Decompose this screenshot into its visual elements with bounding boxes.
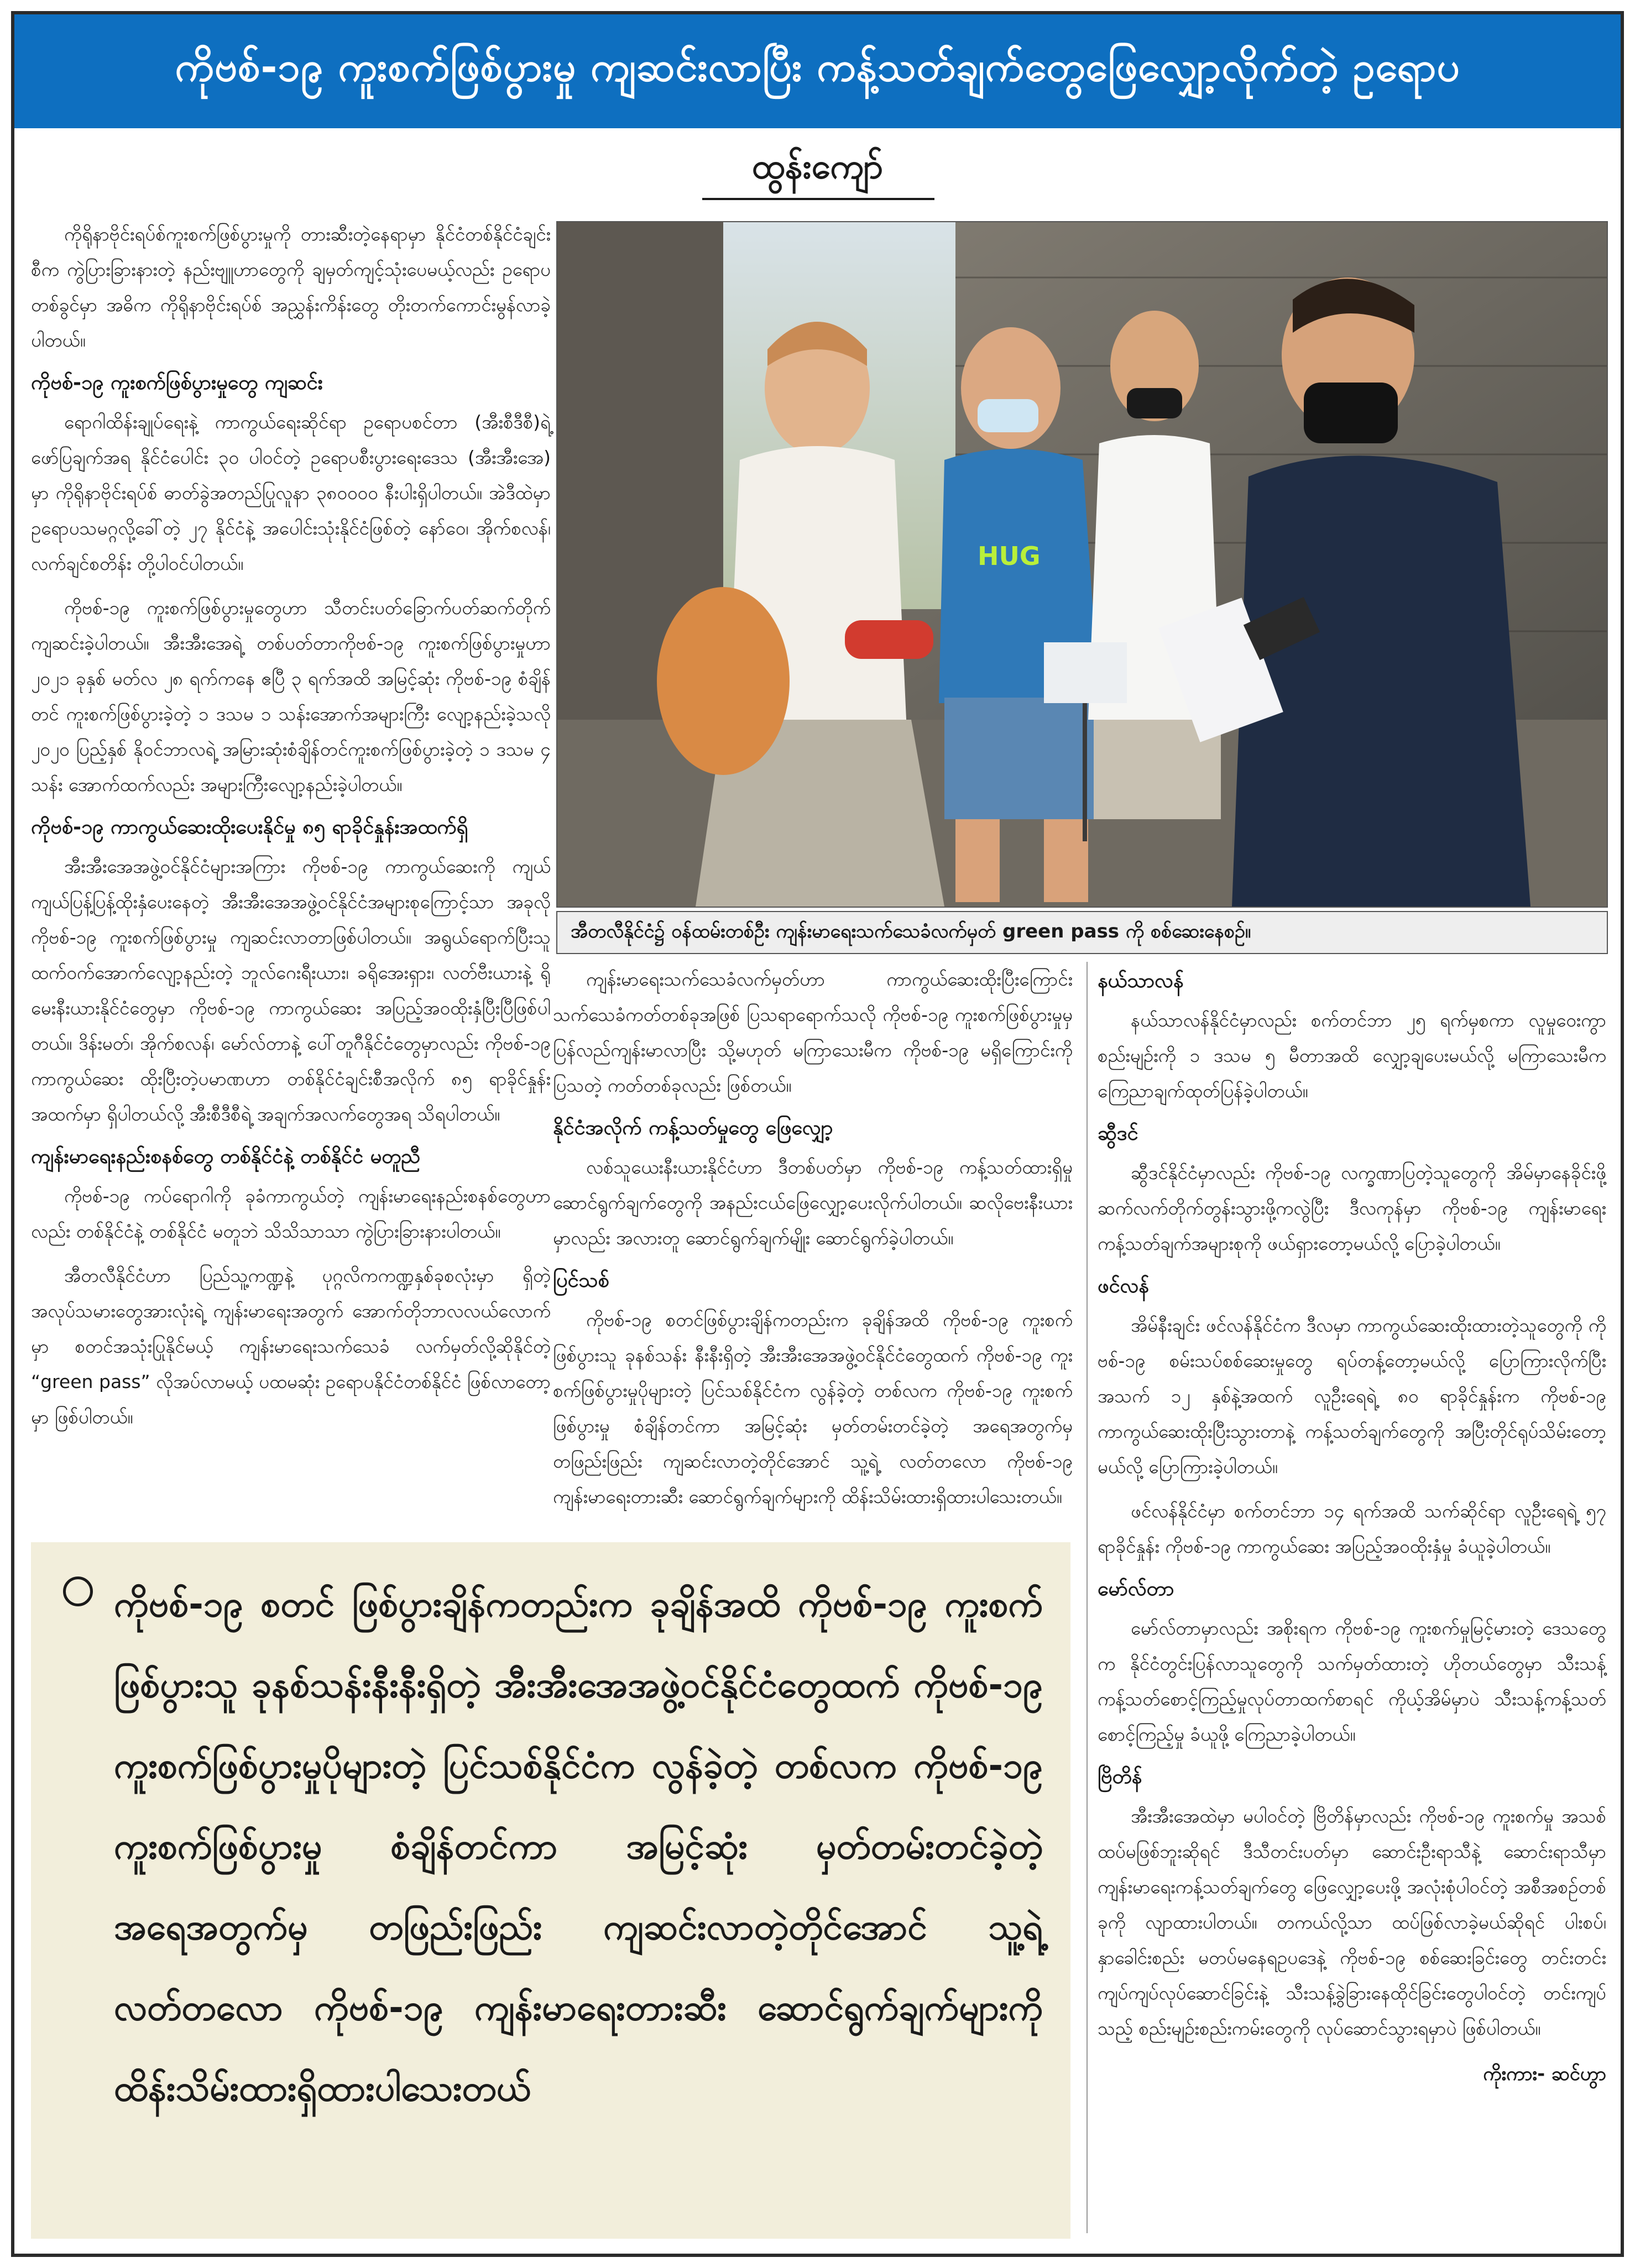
paragraph: ရောဂါထိန်းချုပ်ရေးနဲ့ ကာကွယ်ရေးဆိုင်ရာ ဥရောပစင်တာ (အီးစီဒီစီ)ရဲ့ ဖော်ပြချက်အရ နိုင်ငံပေါင်း ၃၀ ပါဝင်တဲ့ ဥရောပစီးပွားရေးဒေသ (အီးအီးအေ) မှာ ကိုရိုနာဗိုင်းရပ်စ် ဓာတ်ခွဲအတည်ပြုလူနာ ၃၈၀၀၀၀ နီးပါးရှိပါတယ်။ အဲဒီထဲမှာ ဥရောပသမဂ္ဂလို့ခေါ်တဲ့ ၂၇ နိုင်ငံနဲ့ အပေါင်းသုံးနိုင်ငံဖြစ်တဲ့ နော်ဝေ၊ အိုက်စလန်၊ လက်ချင်စတိန်း တို့ပါဝင်ပါတယ်။ <box>31 411 551 574</box>
paragraph: မော်လ်တာမှာလည်း အစိုးရက ကိုဗစ်-၁၉ ကူးစက်မှုမြင့်မားတဲ့ ဒေသတွေက နိုင်ငံတွင်းပြန်လာသူတွေကို သက်မှတ်ထားတဲ့ ဟိုတယ်တွေမှာ သီးသန့်ကန့်သတ်စောင့်ကြည့်မှုလုပ်တာထက်စာရင် ကိုယ့်အိမ်မှာပဲ သီးသန့်ကန့်သတ်စောင့်ကြည့်မှု ခံယူဖို့ ကြေညာခဲ့ပါတယ်။ <box>1098 1617 1606 1745</box>
section-heading: ကျန်းမာရေးနည်းစနစ်တွေ တစ်နိုင်ငံနဲ့ တစ်နိုင်ငံ မတူညီ <box>31 1145 421 1168</box>
section-heading: ပြင်သစ် <box>553 1269 609 1292</box>
section-heading: ဗြိတိန် <box>1098 1766 1142 1788</box>
tshirt-text: HUG <box>978 541 1041 571</box>
paragraph: ကိုဗစ်-၁၉ ကပ်ရောဂါကို ခုခံကာကွယ်တဲ့ ကျန်းမာရေးနည်းစနစ်တွေဟာလည်း တစ်နိုင်ငံနဲ့ တစ်နိုင်ငံ မတူဘဲ သိသိသာသာ ကွဲပြားခြားနားပါတယ်။ <box>31 1185 551 1242</box>
right-column <box>1098 962 1606 2233</box>
section-heading: ဆွီဒင် <box>1098 1122 1138 1145</box>
paragraph: ဖင်လန်နိုင်ငံမှာ စက်တင်ဘာ ၁၄ ရက်အထိ သက်ဆိုင်ရာ လူဦးရေရဲ့ ၅၇ ရာခိုင်နှုန်း ကိုဗစ်-၁၉ ကာကွယ်ဆေး အပြည့်အဝထိုးနှံမှု ခံယူခဲ့ပါတယ်။ <box>1098 1500 1606 1557</box>
byline: ထွန်းကျော် <box>751 146 884 186</box>
section-heading: ကိုဗစ်-၁၉ ကူးစက်ဖြစ်ပွားမှုတွေ ကျဆင်း <box>31 371 323 394</box>
column-divider <box>1086 962 1088 2233</box>
paragraph: နယ်သာလန်နိုင်ငံမှာလည်း စက်တင်ဘာ ၂၅ ရက်မှစကာ လူမှုဝေးကွာစည်းမျဉ်းကို ၁ ဒသမ ၅ မီတာအထိ လျှော့ချပေးမယ်လို့ မကြာသေးမီက ကြေညာချက်ထုတ်ပြန်ခဲ့ပါတယ်။ <box>1098 1009 1606 1102</box>
section-heading: မော်လ်တာ <box>1098 1578 1174 1600</box>
paragraph: အီးအီးအေအဖွဲ့ဝင်နိုင်ငံများအကြား ကိုဗစ်-၁၉ ကာကွယ်ဆေးကို ကျယ်ကျယ်ပြန့်ပြန့်ထိုးနှံပေးနေတဲ့ အီးအီးအေအဖွဲ့ဝင်နိုင်ငံအများစုကြောင့်သာ အခုလို ကိုဗစ်-၁၉ ကူးစက်ဖြစ်ပွားမှု ကျဆင်းလာတာဖြစ်ပါတယ်။ အရွယ်ရောက်ပြီးသူ ထက်ဝက်အောက်လျော့နည်းတဲ့ ဘူလ်ဂေးရီးယား၊ ခရိုအေးရှား၊ လတ်ဗီးယားနဲ့ ရိုမေးနီးယားနိုင်ငံတွေမှာ ကိုဗစ်-၁၉ ကာကွယ်ဆေး အပြည့်အဝထိုးနှံပြီးပြီဖြစ်ပါတယ်။ ဒိန်းမတ်၊ အိုက်စလန်၊ မော်လ်တာနဲ့ ပေါ်တူဂီနိုင်ငံတွေမှာလည်း ကိုဗစ်-၁၉ ကာကွယ်ဆေး ထိုးပြီးတဲ့ပမာဏဟာ တစ်နိုင်ငံချင်းစီအလိုက် ၈၅ ရာခိုင်နှုန်းအထက်မှာ ရှိပါတယ်လို့ အီးစီဒီစီရဲ့ အချက်အလက်တွေအရ သိရပါတယ်။ <box>31 856 551 1125</box>
paragraph: အီတလီနိုင်ငံဟာ ပြည်သူ့ကဏ္ဍနဲ့ ပုဂ္ဂလိကကဏ္ဍနှစ်ခုစလုံးမှာ ရှိတဲ့ အလုပ်သမားတွေအားလုံးရဲ့ ကျန်းမာရေးအတွက် အောက်တိုဘာလလယ်လောက်မှာ စတင်အသုံးပြုနိုင်မယ့် ကျန်းမာရေးသက်သေခံ လက်မှတ်လို့ဆိုနိုင်တဲ့ “green pass” လိုအပ်လာမယ့် ပထမဆုံး ဥရောပနိုင်ငံတစ်နိုင်ငံ ဖြစ်လာတော့မှာ ဖြစ်ပါတယ်။ <box>31 1265 551 1428</box>
paragraph: ကိုဗစ်-၁၉ ကူးစက်ဖြစ်ပွားမှုတွေဟာ သီတင်းပတ်ခြောက်ပတ်ဆက်တိုက် ကျဆင်းခဲ့ပါတယ်။ အီးအီးအေရဲ့ တစ်ပတ်တာကိုဗစ်-၁၉ ကူးစက်ဖြစ်ပွားမှုဟာ ၂၀၂၁ ခုနှစ် မတ်လ ၂၈ ရက်ကနေ ဧပြီ ၃ ရက်အထိ အမြင့်ဆုံး ကိုဗစ်-၁၉ စံချိန်တင် ကူးစက်ဖြစ်ပွားခဲ့တဲ့ ၁ ဒသမ ၁ သန်းအောက်အများကြီး လျော့နည်းခဲ့သလို ၂၀၂၀ ပြည့်နှစ် နိုဝင်ဘာလရဲ့ အမြားဆုံးစံချိန်တင်ကူးစက်ဖြစ်ပွားခဲ့တဲ့ ၁ ဒသမ ၄ သန်း အောက်ထက်လည်း အများကြီးလျော့နည်းခဲ့ပါတယ်။ <box>31 597 551 795</box>
source-credit: ကိုးကား- ဆင်ဟွာ <box>1483 2063 1606 2085</box>
pull-quote-text: ကိုဗစ်-၁၉ စတင် ဖြစ်ပွားချိန်ကတည်းက ခုချိန်အထိ ကိုဗစ်-၁၉ ကူးစက်ဖြစ်ပွားသူ ခုနစ်သန်းနီးနီးရှိတဲ့ အီးအီးအေအဖွဲ့ဝင်နိုင်ငံတွေထက် ကိုဗစ်-၁၉ ကူးစက်ဖြစ်ပွားမှုပိုများတဲ့ ပြင်သစ်နိုင်ငံက လွန်ခဲ့တဲ့ တစ်လက ကိုဗစ်-၁၉ ကူးစက်ဖြစ်ပွားမှု စံချိန်တင်ကာ အမြင့်ဆုံး မှတ်တမ်းတင်ခဲ့တဲ့ အရေအတွက်မှ တဖြည်းဖြည်း ကျဆင်းလာတဲ့တိုင်အောင် သူ့ရဲ့ လတ်တလော ကိုဗစ်-၁၉ ကျန်းမာရေးတားဆီး ဆောင်ရွက်ချက်များကို ထိန်းသိမ်းထားရှိထားပါသေးတယ် <box>114 1584 1043 2109</box>
paragraph: ဆွီဒင်နိုင်ငံမှာလည်း ကိုဗစ်-၁၉ လက္ခဏာပြတဲ့သူတွေကို အိမ်မှာနေခိုင်းဖို့ ဆက်လက်တိုက်တွန်းသွားဖို့ကလွဲပြီး ဒီလကုန်မှာ ကိုဗစ်-၁၉ ကျန်းမာရေး ကန့်သတ်ချက်အများစုကို ဖယ်ရှားတော့မယ်လို့ ပြောခဲ့ပါတယ်။ <box>1098 1162 1606 1254</box>
photo-illustration <box>557 222 1607 907</box>
headline-banner <box>14 14 1621 128</box>
byline-underline <box>702 198 934 200</box>
section-heading: ကိုဗစ်-၁၉ ကာကွယ်ဆေးထိုးပေးနိုင်မှု ၈၅ ရာခိုင်နှုန်းအထက်ရှိ <box>31 816 468 839</box>
section-heading: ဖင်လန် <box>1098 1275 1149 1297</box>
photo-caption <box>556 911 1608 954</box>
news-photo <box>556 221 1608 908</box>
section-heading: နိုင်ငံအလိုက် ကန့်သတ်မှုတွေ ဖြေလျှော့ <box>553 1117 833 1139</box>
paragraph: လစ်သူယေးနီးယားနိုင်ငံဟာ ဒီတစ်ပတ်မှာ ကိုဗစ်-၁၉ ကန့်သတ်ထားရှိမှု ဆောင်ရွက်ချက်တွေကို အနည်းငယ်ဖြေလျှော့ပေးလိုက်ပါတယ်။ ဆလိုဗေးနီးယားမှာလည်း အလားတူ ဆောင်ရွက်ချက်မျိုး ဆောင်ရွက်ခဲ့ပါတယ်။ <box>553 1156 1073 1249</box>
paragraph: အိမ်နီးချင်း ဖင်လန်နိုင်ငံက ဒီလမှာ ကာကွယ်ဆေးထိုးထားတဲ့သူတွေကို ကိုဗစ်-၁၉ စမ်းသပ်စစ်ဆေးမှုတွေ ရပ်တန့်တော့မယ်လို့ ပြောကြားလိုက်ပြီး အသက် ၁၂ နှစ်နဲ့အထက် လူဦးရေရဲ့ ၈၀ ရာခိုင်နှုန်းက ကိုဗစ်-၁၉ ကာကွယ်ဆေးထိုးပြီးသွားတာနဲ့ ကန့်သတ်ချက်တွေကို အပြီးတိုင်ရုပ်သိမ်းတော့မယ်လို့ ပြောကြားခဲ့ပါတယ်။ <box>1098 1314 1606 1478</box>
intro-paragraph: ကိုရိုနာဗိုင်းရပ်စ်ကူးစက်ဖြစ်ပွားမှုကို တားဆီးတဲ့နေရာမှာ နိုင်ငံတစ်နိုင်ငံချင်းစီက ကွဲပြားခြားနားတဲ့ နည်းဗျူဟာတွေကို ချမှတ်ကျင့်သုံးပေမယ့်လည်း ဥရောပတစ်ခွင်မှာ အဓိက ကိုရိုနာဗိုင်းရပ်စ် အညွှန်းကိန်းတွေ တိုးတက်ကောင်းမွန်လာခဲ့ပါတယ်။ <box>31 223 551 351</box>
left-column <box>31 217 551 1428</box>
paragraph: ကိုဗစ်-၁၉ စတင်ဖြစ်ပွားချိန်ကတည်းက ခုချိန်အထိ ကိုဗစ်-၁၉ ကူးစက်ဖြစ်ပွားသူ ခုနစ်သန်း နီးနီးရှိတဲ့ အီးအီးအေအဖွဲ့ဝင်နိုင်ငံတွေထက် ကိုဗစ်-၁၉ ကူးစက်ဖြစ်ပွားမှုပိုများတဲ့ ပြင်သစ်နိုင်ငံက လွန်ခဲ့တဲ့ တစ်လက ကိုဗစ်-၁၉ ကူးစက်ဖြစ်ပွားမှု စံချိန်တင်ကာ အမြင့်ဆုံး မှတ်တမ်းတင်ခဲ့တဲ့ အရေအတွက်မှ တဖြည်းဖြည်း ကျဆင်းလာတဲ့တိုင်အောင် သူ့ရဲ့ လတ်တလော ကိုဗစ်-၁၉ ကျန်းမာရေးတားဆီး ဆောင်ရွက်ချက်များကို ထိန်းသိမ်းထားရှိထားပါသေးတယ်။ <box>553 1309 1073 1507</box>
headline: ကိုဗစ်-၁၉ ကူးစက်ဖြစ်ပွားမှု ကျဆင်းလာပြီး ကန့်သတ်ချက်တွေဖြေလျှော့လိုက်တဲ့ ဥရောပ <box>175 44 1460 90</box>
pull-quote-box <box>31 1542 1070 2239</box>
paragraph: ကျန်းမာရေးသက်သေခံလက်မှတ်ဟာ ကာကွယ်ဆေးထိုးပြီးကြောင်း သက်သေခံကတ်တစ်ခုအဖြစ် ပြသရာရောက်သလို ကိုဗစ်-၁၉ ကူးစက်ဖြစ်ပွားမှုမှ ပြန်လည်ကျန်းမာလာပြီး သို့မဟုတ် မကြာသေးမီက ကိုဗစ်-၁၉ မရှိကြောင်းကို ပြသတဲ့ ကတ်တစ်ခုလည်း ဖြစ်တယ်။ <box>553 968 1073 1096</box>
circle-bullet-icon <box>63 1576 93 1606</box>
section-heading: နယ်သာလန် <box>1098 970 1184 992</box>
middle-column <box>553 962 1073 1537</box>
paragraph: အီးအီးအေထဲမှာ မပါဝင်တဲ့ ဗြိတိန်မှာလည်း ကိုဗစ်-၁၉ ကူးစက်မှု အသစ်ထပ်မဖြစ်ဘူးဆိုရင် ဒီသီတင်းပတ်မှာ ဆောင်းဦးရာသီနဲ့ ဆောင်းရာသီမှာ ကျန်းမာရေးကန့်သတ်ချက်တွေ ဖြေလျှော့ပေးဖို့ အလုံးစုံပါဝင်တဲ့ အစီအစဉ်တစ်ခုကို လျာထားပါတယ်။ တကယ်လို့သာ ထပ်ဖြစ်လာခဲ့မယ်ဆိုရင် ပါးစပ်၊ နှာခေါင်းစည်း မတပ်မနေရဥပဒေနဲ့ ကိုဗစ်-၁၉ စစ်ဆေးခြင်းတွေ တင်းတင်းကျပ်ကျပ်လုပ်ဆောင်ခြင်းနဲ့ သီးသန့်ခွဲခြားနေထိုင်ခြင်းတွေပါဝင်တဲ့ တင်းကျပ်သည့် စည်းမျဉ်းစည်းကမ်းတွေကို လုပ်ဆောင်သွားရမှာပဲ ဖြစ်ပါတယ်။ <box>1098 1805 1606 2039</box>
photo-caption-text: အီတလီနိုင်ငံ၌ ဝန်ထမ်းတစ်ဦး ကျန်းမာရေးသက်သေခံလက်မှတ် green pass ကို စစ်ဆေးနေစဉ်။ <box>571 920 1251 942</box>
